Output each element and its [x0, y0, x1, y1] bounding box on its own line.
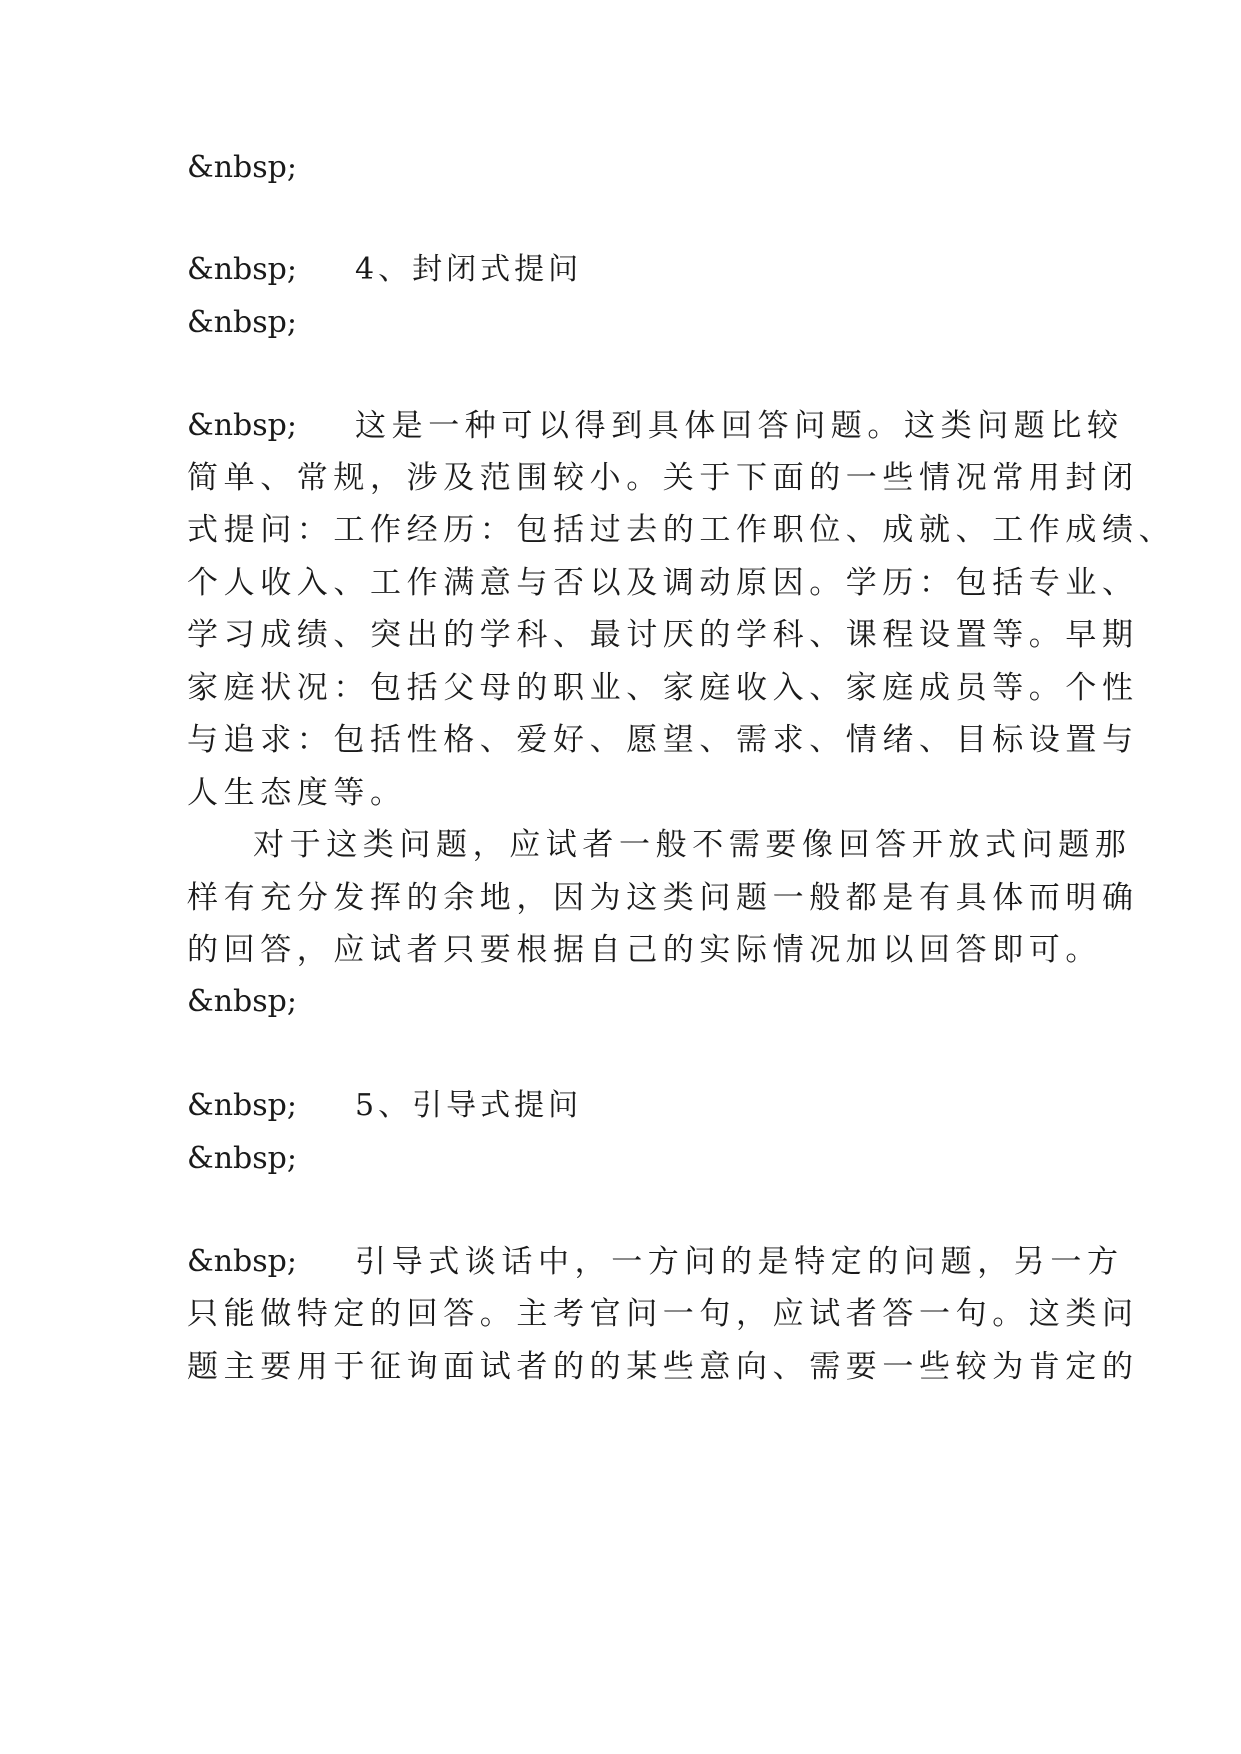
paragraph-line: 的回答，应试者只要根据自己的实际情况加以回答即可。 [187, 932, 1102, 968]
paragraph-line: 引导式谈话中，一方问的是特定的问题，另一方 [355, 1244, 1124, 1280]
section-heading-5: 5、引导式提问 [355, 1088, 583, 1123]
nbsp-marker: &nbsp; [187, 252, 297, 287]
nbsp-marker: &nbsp; [187, 984, 297, 1019]
paragraph-line: 家庭状况：包括父母的职业、家庭收入、家庭成员等。个性 [187, 670, 1139, 706]
nbsp-marker: &nbsp; [187, 1244, 297, 1279]
paragraph-line: 式提问：工作经历：包括过去的工作职位、成就、工作成绩、 [187, 512, 1176, 548]
paragraph-line: 简单、常规，涉及范围较小。关于下面的一些情况常用封闭 [187, 460, 1139, 496]
section-heading-4: 4、封闭式提问 [355, 252, 583, 287]
paragraph-line: 个人收入、工作满意与否以及调动原因。学历：包括专业、 [187, 565, 1139, 601]
paragraph-line: 题主要用于征询面试者的的某些意向、需要一些较为肯定的 [187, 1349, 1139, 1385]
nbsp-marker: &nbsp; [187, 1141, 297, 1176]
paragraph-line: 人生态度等。 [187, 775, 407, 811]
paragraph-line: 样有充分发挥的余地，因为这类问题一般都是有具体而明确 [187, 880, 1139, 916]
paragraph-line: 对于这类问题，应试者一般不需要像回答开放式问题那 [253, 827, 1132, 863]
nbsp-marker: &nbsp; [187, 150, 297, 185]
paragraph-line: 只能做特定的回答。主考官问一句，应试者答一句。这类问 [187, 1296, 1139, 1332]
nbsp-marker: &nbsp; [187, 408, 297, 443]
nbsp-marker: &nbsp; [187, 305, 297, 340]
nbsp-marker: &nbsp; [187, 1088, 297, 1123]
paragraph-line: 学习成绩、突出的学科、最讨厌的学科、课程设置等。早期 [187, 617, 1139, 653]
paragraph-line: 这是一种可以得到具体回答问题。这类问题比较 [355, 408, 1124, 444]
paragraph-line: 与追求：包括性格、爱好、愿望、需求、情绪、目标设置与 [187, 722, 1139, 758]
